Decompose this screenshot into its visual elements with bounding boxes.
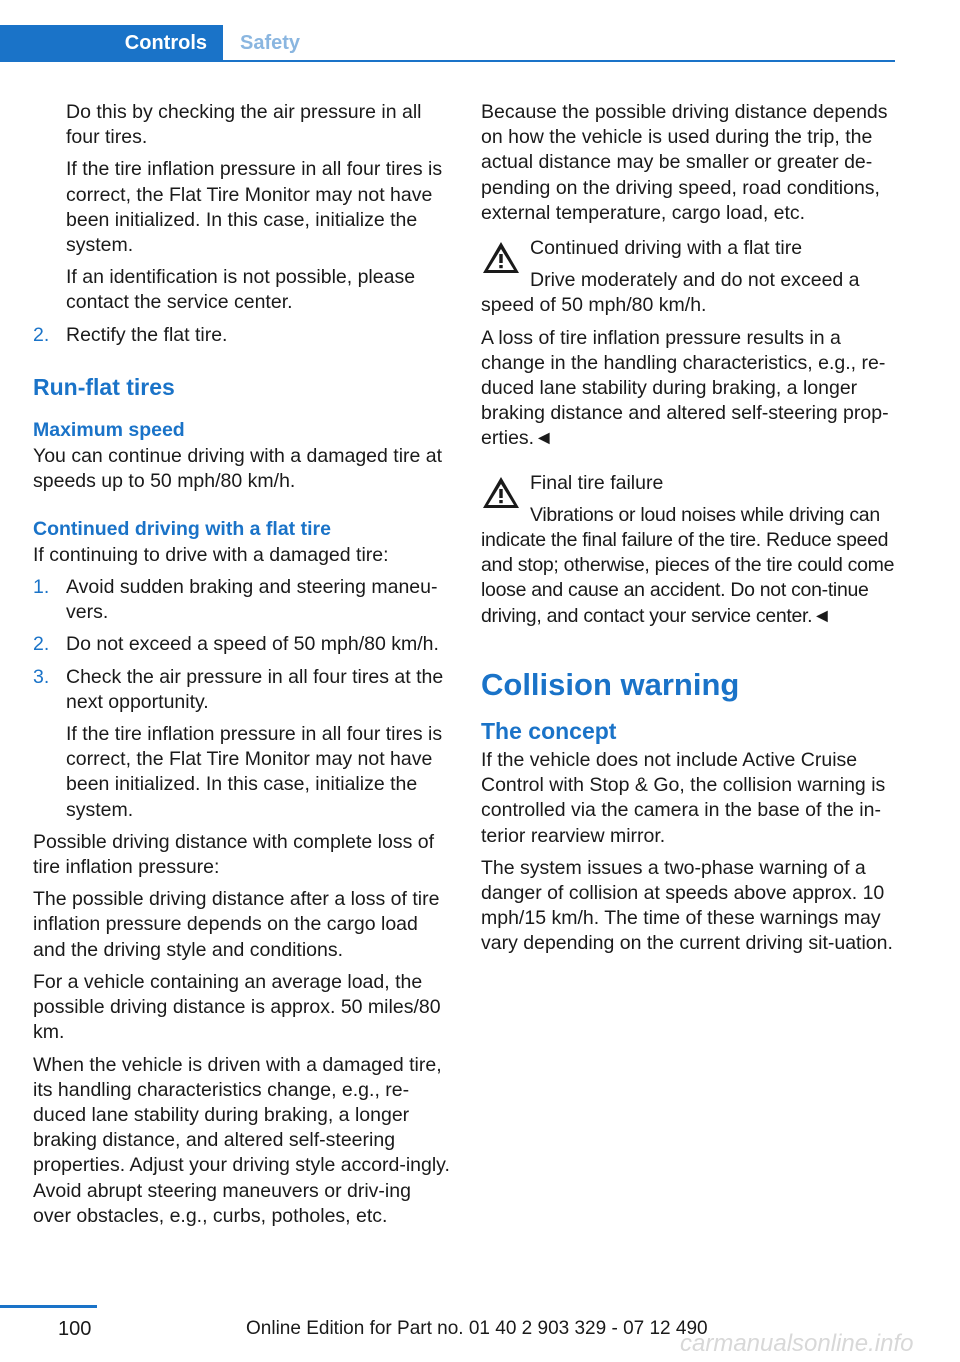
- list-item: [33, 665, 453, 715]
- list-item: [33, 575, 453, 625]
- list-number: 1.: [33, 576, 50, 599]
- warning-text: Drive moderately and do not exceed a speed of 50 mph/80 km/h.: [481, 269, 860, 317]
- list-text: Do not exceed a speed of 50 mph/80 km/h.: [66, 633, 439, 656]
- subheading-the-concept: The concept: [481, 717, 617, 744]
- paragraph: If the tire inflation pressure in all four tires is correct, the Flat Tire Monitor may not have been initialized. In this case, initialize the system.: [66, 723, 443, 821]
- paragraph: If an identification is not possible, please contact the service center.: [66, 266, 416, 314]
- edition-footer: Online Edition for Part no. 01 40 2 903 329 - 07 12 490: [246, 1318, 708, 1339]
- paragraph: The possible driving distance after a loss of tire inflation pressure depends on the cargo load and the driving style and conditions.: [33, 888, 440, 961]
- left-column: [33, 100, 453, 1236]
- section-heading-collision-warning: Collision warning: [481, 666, 740, 702]
- list-text: Check the air pressure in all four tires at the next opportunity.: [66, 665, 444, 713]
- warning-title: Continued driving with a flat tire: [530, 237, 803, 260]
- paragraph: The system issues a two-phase warning of a danger of collision at speeds above approx. 10 mph/15 km/h. The time of these warnings may vary depending on the current driving sit‐uation.: [481, 856, 893, 955]
- warning-block: [481, 471, 901, 629]
- list-number: 2.: [33, 633, 50, 656]
- warning-block: [481, 236, 901, 319]
- paragraph: For a vehicle containing an average load, the possible driving distance is approx. 50 miles/80 km.: [33, 970, 441, 1044]
- subheading-continued-driving: Continued driving with a flat tire: [33, 517, 331, 540]
- warning-title: Final tire failure: [530, 471, 664, 494]
- tab-safety[interactable]: Safety: [240, 31, 301, 54]
- list-number: 2.: [33, 323, 50, 346]
- paragraph: When the vehicle is driven with a damaged tire, its handling characteristics change, e.g., re‐duced lane stability during braking, a longer braking distance, and altered self-steering properties. Adjust your driving style accord‐ingly. Avoid abrupt steering maneuvers or driv‐ing over obstacles, e.g., curbs, potholes, etc.: [33, 1053, 450, 1227]
- tab-controls[interactable]: Controls: [0, 25, 223, 61]
- subheading-maximum-speed: Maximum speed: [33, 419, 185, 442]
- list-item: [33, 323, 453, 348]
- header-divider: [0, 60, 895, 62]
- list-text: Rectify the flat tire.: [66, 323, 228, 346]
- paragraph: Do this by checking the air pressure in all four tires.: [66, 101, 422, 149]
- paragraph: If continuing to drive with a damaged tire:: [33, 543, 389, 566]
- header-bar: [0, 0, 895, 62]
- page-number: 100: [58, 1318, 92, 1340]
- list-number: 3.: [33, 665, 50, 688]
- section-heading-run-flat: Run-flat tires: [33, 373, 175, 400]
- warning-triangle-icon: [481, 475, 521, 510]
- footer-divider: [0, 1305, 97, 1308]
- paragraph: If the vehicle does not include Active Cruise Control with Stop & Go, the collision warning is controlled via the camera in the base of the in‐terior rearview mirror.: [481, 749, 886, 847]
- list-item: [33, 632, 453, 657]
- right-column: [481, 100, 901, 964]
- paragraph: Possible driving distance with complete loss of tire inflation pressure:: [33, 830, 435, 879]
- watermark: carmanualsonline.info: [680, 1330, 914, 1357]
- warning-triangle-icon: [481, 240, 521, 275]
- paragraph: A loss of tire inflation pressure results in a change in the handling characteristics, e.g., re‐duced lane stability during braking, a longer braking distance and altered self-steering prop‐erties.◄: [481, 326, 889, 450]
- warning-text: Vibrations or loud noises while driving can indicate the final failure of the tire. Reduce speed and stop; otherwise, pieces of the tire could come loose and cause an accident. Do not con‐tinue driving, and contact your service center.◄: [481, 503, 895, 627]
- paragraph: You can continue driving with a damaged tire at speeds up to 50 mph/80 km/h.: [33, 445, 443, 493]
- paragraph: Because the possible driving distance depends on how the vehicle is used during the trip, the actual distance may be smaller or greater de‐pending on the driving speed, road conditions, external temperature, cargo load, etc.: [481, 101, 888, 224]
- list-text: Avoid sudden braking and steering maneu‐vers.: [66, 576, 438, 624]
- paragraph: If the tire inflation pressure in all four tires is correct, the Flat Tire Monitor may not have been initialized. In this case, initialize the system.: [66, 158, 443, 257]
